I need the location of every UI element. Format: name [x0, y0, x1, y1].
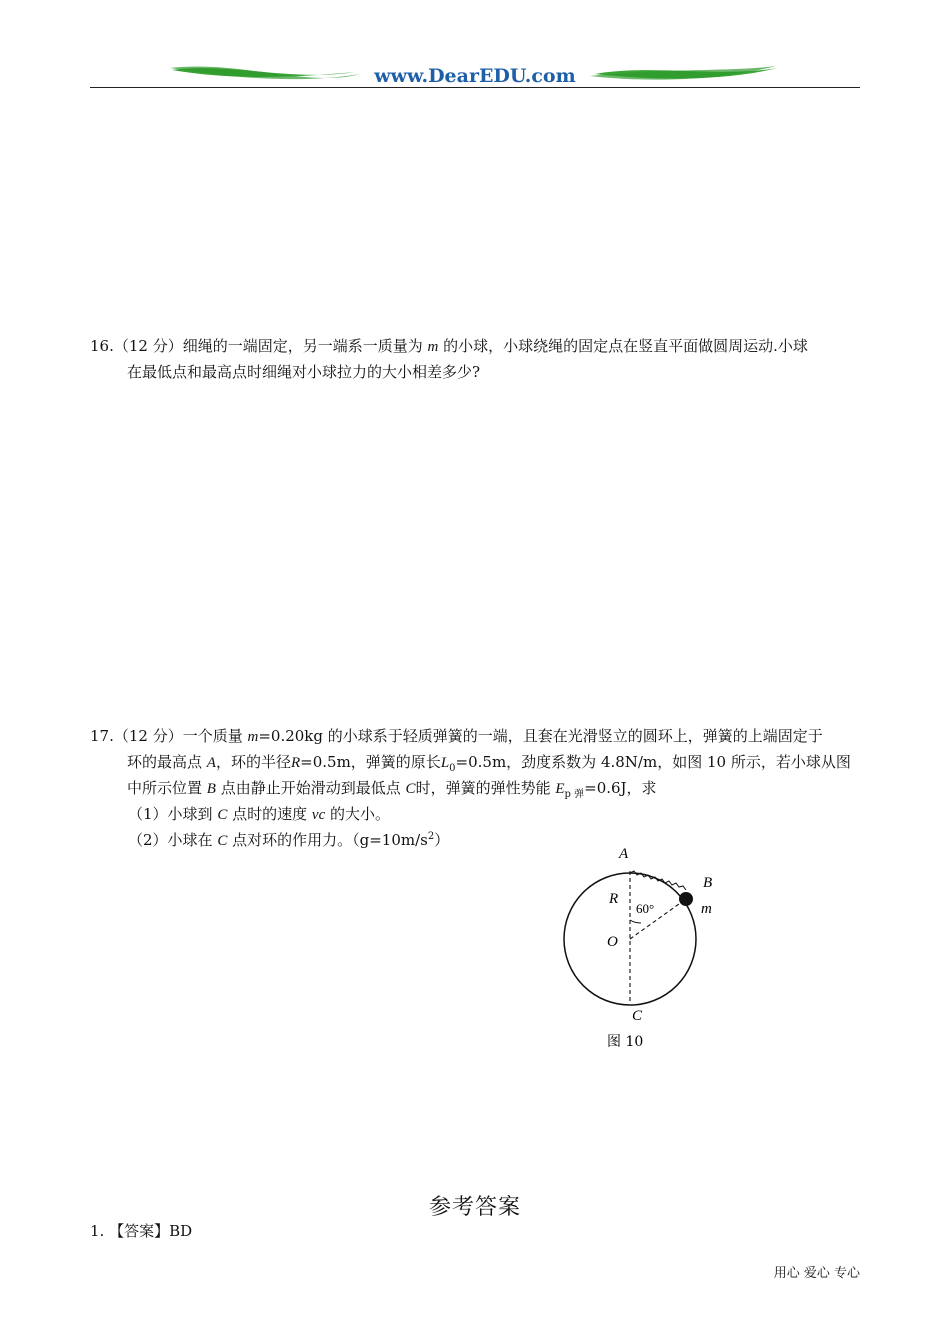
label-B: B	[703, 875, 713, 891]
label-A: A	[619, 846, 629, 862]
label-m: m	[701, 901, 712, 917]
q17-subquestion-2: （2）小球在 C 点对环的作用力。$(g=10m/s^2)$	[128, 831, 450, 849]
label-R: R	[609, 891, 619, 907]
spring	[630, 871, 686, 890]
figure-10-ring-diagram	[555, 840, 735, 1060]
q17-line-3: 中所示位置 B 点由静止开始滑动到最低点 C时，弹簧的弹性势能 $E_{p 弹}=0.6J$，求	[127, 779, 657, 800]
angle-arc	[630, 920, 641, 923]
logo-text: www.DearEDU.com	[374, 65, 576, 87]
q16-line-2: 在最低点和最高点时细绳对小球拉力的大小相差多少?	[127, 363, 481, 381]
header-rule	[90, 87, 860, 88]
question-17	[90, 724, 862, 854]
answer-1: 1. 【答案】BD	[90, 1222, 193, 1240]
q17-subquestion-1: （1）小球到 C 点时的速度 vc 的大小。	[128, 805, 391, 823]
ball-m	[679, 892, 693, 906]
label-angle: 60°	[636, 901, 655, 916]
label-O: O	[607, 934, 618, 950]
page-footer: 用心 爱心 专心	[773, 1266, 860, 1281]
answers-title: 参考答案	[428, 1195, 521, 1220]
question-16	[90, 334, 862, 385]
q17-line-2: 环的最高点 A，环的半径R=0.5m，弹簧的原长$L_0=0.5m$，劲度系数为 4.8N/m，如图 10 所示，若小球从图	[127, 753, 851, 774]
q17-line-1: 17.（12 分）一个质量 m=0.20kg 的小球系于轻质弹簧的一端，且套在光滑竖立的圆环上，弹簧的上端固定于	[90, 727, 823, 745]
label-C: C	[632, 1008, 643, 1024]
q16-line-1: 16.（12 分）细绳的一端固定，另一端系一质量为 m 的小球，小球绕绳的固定点在竖直平面做圆周运动.小球	[90, 337, 808, 355]
figure-caption: 图 10	[607, 1034, 644, 1050]
